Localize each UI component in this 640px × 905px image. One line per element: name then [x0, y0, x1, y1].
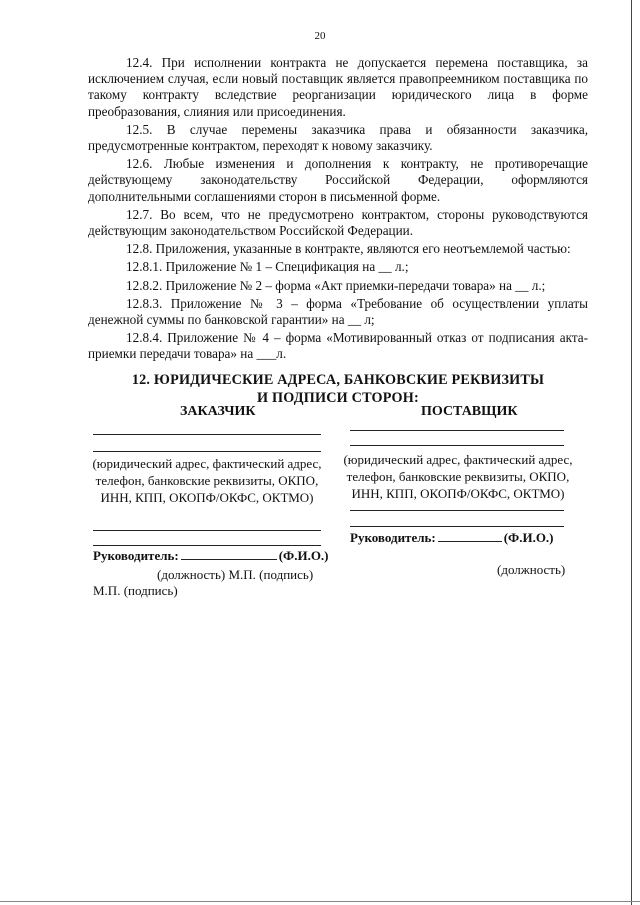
supplier-line-1 [350, 430, 564, 431]
clause-12-7: 12.7. Во всем, что не предусмотрено контрактом, стороны руководствуются действующим законодательством Российской Федерации. [88, 206, 588, 239]
customer-title: ЗАКАЗЧИК [180, 404, 256, 419]
contract-body [88, 55, 588, 365]
supplier-line-2 [350, 445, 564, 446]
clause-12-6: 12.6. Любые изменения и дополнения к контракту, не противоречащие действующему законодательству Российской Федерации, оформляются дополнительными соглашениями сторон в письменной форме. [88, 156, 588, 204]
supplier-title: ПОСТАВЩИК [421, 404, 518, 419]
customer-line-1 [93, 434, 321, 435]
customer-signature-row [93, 548, 329, 564]
customer-sig-blank [181, 549, 277, 560]
customer-sig-label: Руководитель: [93, 548, 179, 563]
scan-edge-bottom [0, 901, 640, 902]
supplier-sig-label: Руководитель: [350, 530, 436, 545]
page-number: 20 [314, 30, 326, 42]
customer-line-4 [93, 545, 321, 546]
section-heading-line1: 12. ЮРИДИЧЕСКИЕ АДРЕСА, БАНКОВСКИЕ РЕКВИЗИТЫ [131, 372, 545, 388]
clause-12-4: 12.4. При исполнении контракта не допускается перемена поставщика, за исключением случая, если новый поставщик является правопреемником поставщика по такому контракту вследствие реорганизации юридического лица в форме преобразования, слияния или присоединения. [88, 55, 588, 119]
customer-sig-note-2: М.П. (подпись) [93, 583, 178, 598]
supplier-sig-fio: (Ф.И.О.) [503, 530, 554, 545]
supplier-signature-row [350, 530, 554, 546]
clause-12-8-4: 12.8.4. Приложение № 4 – форма «Мотивированный отказ от подписания акта-приемки передачи товара» на ___л. [88, 330, 588, 362]
supplier-line-3 [350, 510, 564, 511]
section-heading-line2: И ПОДПИСИ СТОРОН: [257, 389, 419, 406]
clause-12-8-3: 12.8.3. Приложение № 3 – форма «Требование об осуществлении уплаты денежной суммы по банковской гарантии» на __ л; [88, 295, 588, 328]
scan-edge-right [631, 0, 632, 905]
clause-12-5: 12.5. В случае перемены заказчика права и обязанности заказчика, предусмотренные контрактом, переходят к новому заказчику. [88, 121, 588, 154]
customer-sig-fio: (Ф.И.О.) [278, 548, 329, 563]
clause-12-8: 12.8. Приложения, указанные в контракте, являются его неотъемлемой частью: [126, 241, 571, 257]
section-heading [88, 372, 588, 407]
customer-line-3 [93, 530, 321, 531]
customer-line-2 [93, 451, 321, 452]
customer-details: (юридический адрес, фактический адрес, телефон, банковские реквизиты, ОКПО, ИНН, КПП, ОКОПФ/ОКФС, ОКТМО) [92, 456, 322, 505]
supplier-sig-note: (должность) [497, 562, 566, 577]
supplier-line-4 [350, 526, 564, 527]
clause-12-8-1: 12.8.1. Приложение № 1 – Спецификация на __ л.; [126, 259, 409, 275]
supplier-sig-blank [438, 531, 502, 542]
clause-12-8-2: 12.8.2. Приложение № 2 – форма «Акт приемки-передачи товара» на __ л.; [126, 277, 546, 293]
supplier-details: (юридический адрес, фактический адрес, телефон, банковские реквизиты, ОКПО, ИНН, КПП, ОКОПФ/ОКФС, ОКТМО) [343, 452, 573, 501]
customer-sig-note: (должность) М.П. (подпись) [157, 567, 314, 582]
